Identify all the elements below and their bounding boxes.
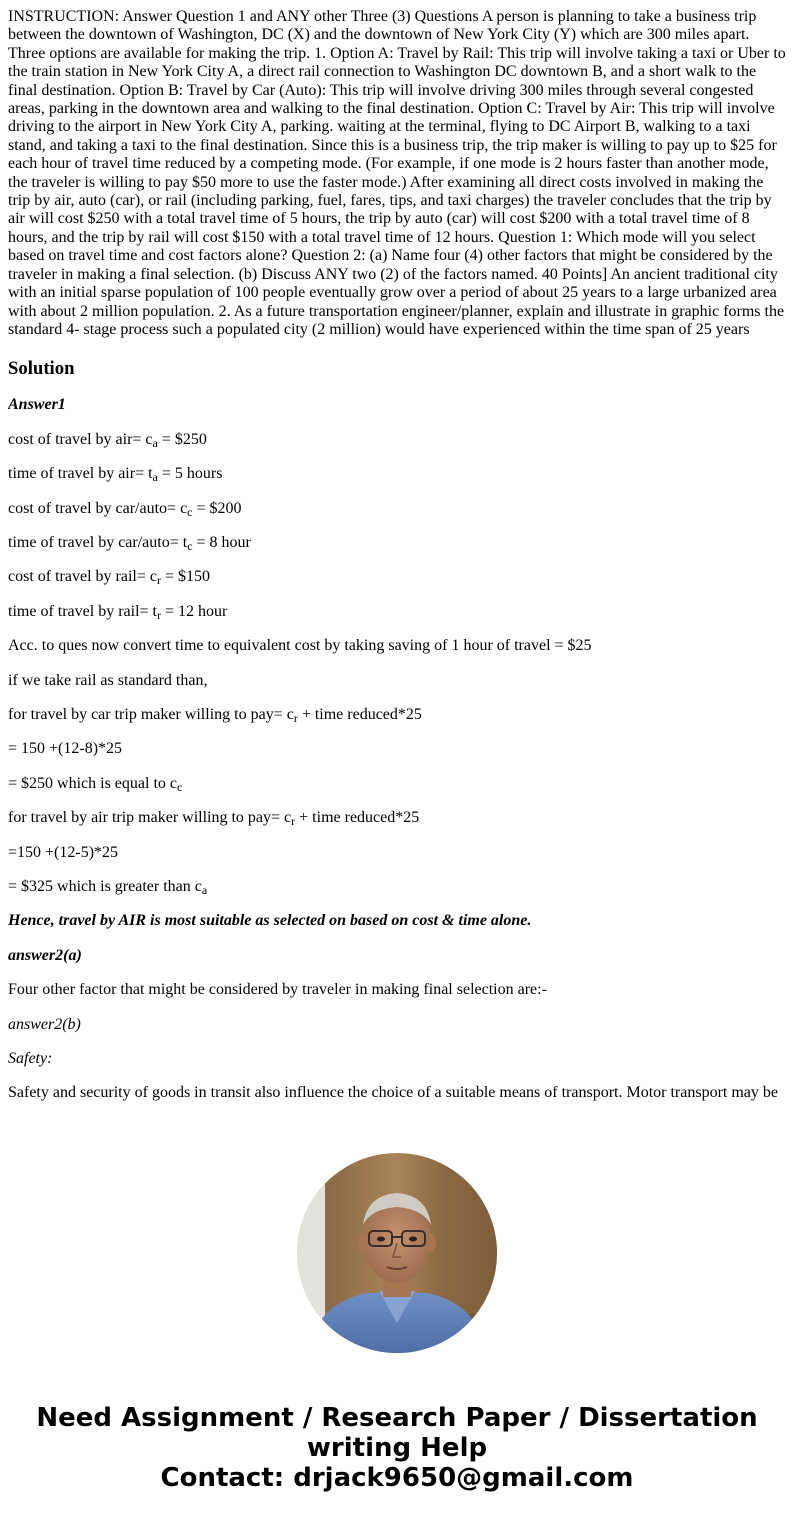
other-factors-line: Four other factor that might be considered by traveler in making final selection are:- [8, 981, 547, 999]
question-text: INSTRUCTION: Answer Question 1 and ANY other Three (3) Questions A person is planning to take a business trip between the downtown of Washington, DC (X) and the downtown of New York City (Y) which are 300 miles apart. Three options are available for making the trip. 1. Option A: Travel by Rail: This trip will involve taking a taxi or Uber to the train station in New York City A, a direct rail connection to Washington DC downtown B, and a short walk to the final destination. Option B: Travel by Car (Auto): This trip will involve driving 300 miles through several congested areas, parking in the downtown area and walking to the final destination. Option C: Travel by Air: This trip will involve driving to the airport in New York City A, parking. waiting at the terminal, flying to DC Airport B, walking to a taxi stand, and taking a taxi to the final destination. Since this is a business trip, the trip maker is willing to pay up to $25 for each hour of travel time reduced by a competing mode. (For example, if one mode is 2 hours faster than another mode, the traveler is willing to pay $50 more to use the faster mode.) After examining all direct costs involved in making the trip by air, auto (car), or rail (including parking, fuel, fares, tips, and taxi charges) the traveler concludes that the trip by air will cost $250 with a total travel time of 5 hours, the trip by auto (car) will cost $200 with a total travel time of 8 hours, and the trip by rail will cost $150 with a total travel time of 12 hours. Question 1: Which mode will you select based on travel time and cost factors alone? Question 2: (a) Name four (4) other factors that might be considered by the traveler in making a final selection. (b) Discuss ANY two (2) of the factors named. 40 Points] An ancient traditional city with an initial sparse population of 100 people eventually grow over a period of about 25 years to a large urbanized area with about 2 million population. 2. As a future transportation engineer/planner, explain and illustrate in graphic forms the standard 4- stage process such a populated city (2 million) would have experienced within the time span of 25 years [8, 8, 786, 338]
promo-line-1: Need Assignment / Research Paper / Dissertation [36, 1403, 758, 1433]
car-calc-line: = 150 +(12-8)*25 [8, 740, 123, 758]
promo-banner [0, 1403, 794, 1493]
answer1-heading: Answer1 [8, 396, 66, 414]
conclusion-line: Hence, travel by AIR is most suitable as selected on based on cost & time alone. [8, 912, 532, 930]
air-result-line: = $325 which is greater than $c_a$ [8, 878, 208, 897]
document-content [8, 8, 786, 1122]
answer2b-heading: answer2(b) [8, 1015, 81, 1033]
solution-heading: Solution [8, 358, 75, 380]
answer2a-heading: answer2(a) [8, 946, 82, 964]
air-calc-line: =150 +(12-5)*25 [8, 843, 119, 861]
air-cost-line: cost of travel by $air= c_a$ = $250 [8, 430, 207, 450]
air-time-line: time of travel by $air= t_a = 5$ hours [8, 465, 223, 485]
safety-text: Safety and security of goods in transit also influence the choice of a suitable means of transport. Motor transport may be [8, 1084, 779, 1102]
car-cost-line: cost of travel by car/auto= $c_c$ = $200 [8, 499, 242, 519]
car-result-line: = $250 which is equal to $c_c$ [8, 774, 183, 794]
car-willing-line: for travel by car trip maker willing to $pay= c_r$ + time reduced*25 [8, 705, 422, 725]
promo-line-2: writing Help [306, 1433, 488, 1463]
rail-cost-line: cost of travel by rail= $c_r$ = $150 [8, 568, 210, 588]
safety-heading: Safety: [8, 1050, 53, 1068]
promo-contact: Contact: drjack9650@gmail.com [160, 1463, 634, 1493]
conversion-line: Acc. to ques now convert time to equivalent cost by taking saving of 1 hour of travel = $25 [8, 637, 592, 655]
author-avatar [297, 1153, 497, 1353]
air-willing-line: for travel by air trip maker willing to $pay= c_r$ + time reduced*25 [8, 809, 420, 829]
standard-line: if we take rail as standard than, [8, 671, 208, 689]
car-time-line: time of travel by car/auto= $t_c = 8$ hour [8, 533, 251, 553]
author-photo [297, 1153, 497, 1353]
rail-time-line: time of travel by rail= $t_r = 12$ hour [8, 602, 228, 622]
